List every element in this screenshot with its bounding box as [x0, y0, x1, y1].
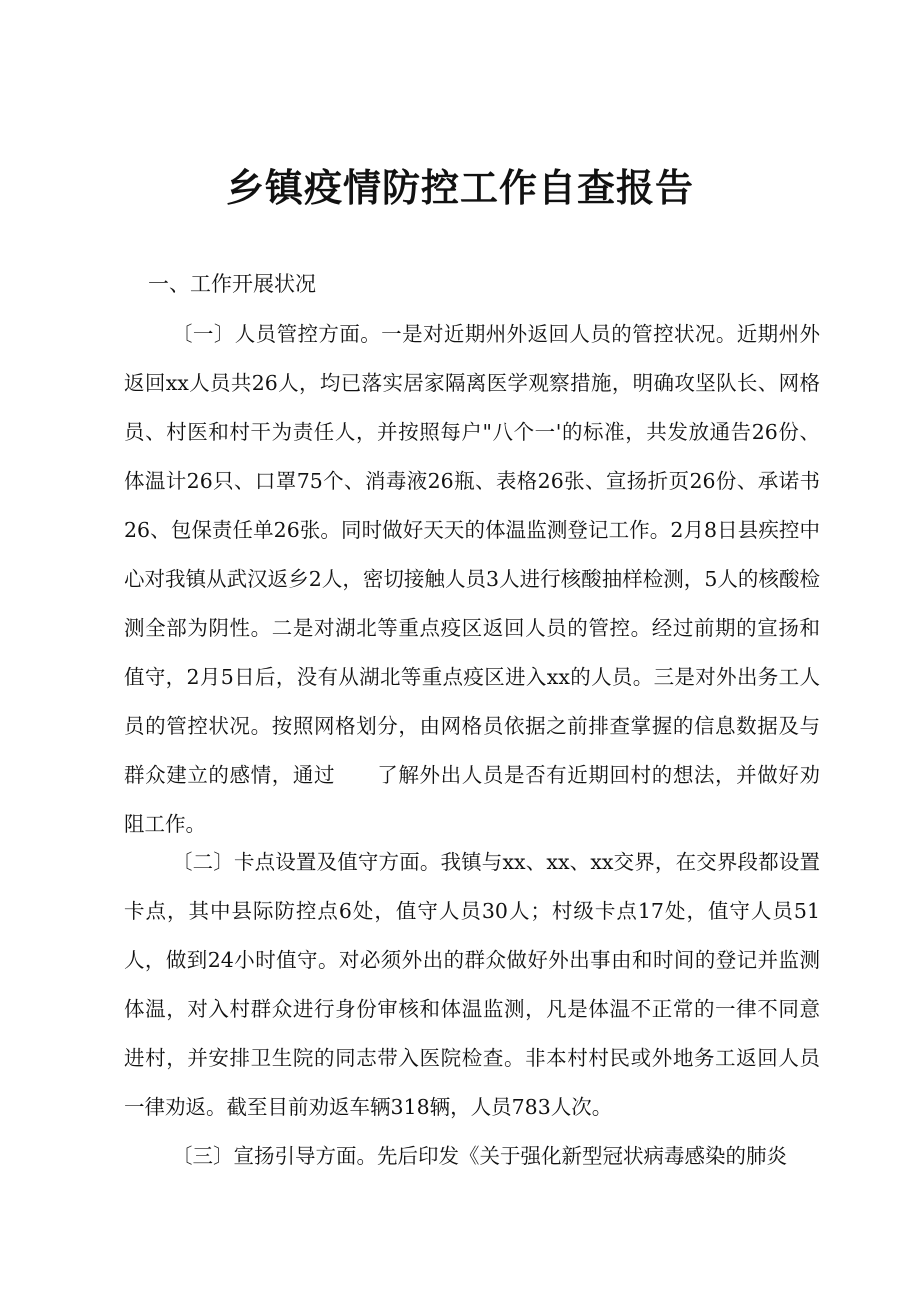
document-title: 乡镇疫情防控工作自查报告 — [225, 165, 694, 210]
section-heading: 一、工作开展状况 — [148, 272, 316, 296]
paragraph-personnel-control: 〔一〕人员管控方面。一是对近期州外返回人员的管控状况。近期州外返回xx人员共26人，均已落实居家隔离医学观察措施，明确攻坚队长、网格员、村医和村干为责任人，并按照每户"八个一'的标准，共发放通告26份、体温计26只、口罩75个、消毒液26瓶、表格26张、宣扬折页26份、承诺书26、包保责任单26张。同时做好天天的体温监测登记工作。2月8日县疾控中心对我镇从武汉返乡2人，密切接触人员3人进行核酸抽样检测，5人的核酸检测全部为阴性。二是对湖北等重点疫区返回人员的管控。经过前期的宣扬和值守，2月5日后，没有从湖北等重点疫区进入xx的人员。三是对外出务工人员的管控状况。按照网格划分，由网格员依据之前排查掌握的信息数据及与群众建立的感情，通过 了解外出人员是否有近期回村的想法，并做好劝阻工作。 — [124, 322, 820, 836]
paragraph-checkpoint-setup: 〔二〕卡点设置及值守方面。我镇与xx、xx、xx交界，在交界段都设置卡点，其中县际防控点6处，值守人员30人；村级卡点17处，值守人员51人，做到24小时值守。对必须外出的群众做好外出事由和时间的登记并监测体温，对入村群众进行身份审核和体温监测，凡是体温不正常的一律不同意进村，并安排卫生院的同志带入医院检查。非本村村民或外地务工返回人员一律劝返。截至目前劝返车辆318辆，人员783人次。 — [124, 850, 820, 1119]
paragraph-publicity-guidance: 〔三〕宣扬引导方面。先后印发《关于强化新型冠状病毒感染的肺炎 — [172, 1144, 787, 1168]
